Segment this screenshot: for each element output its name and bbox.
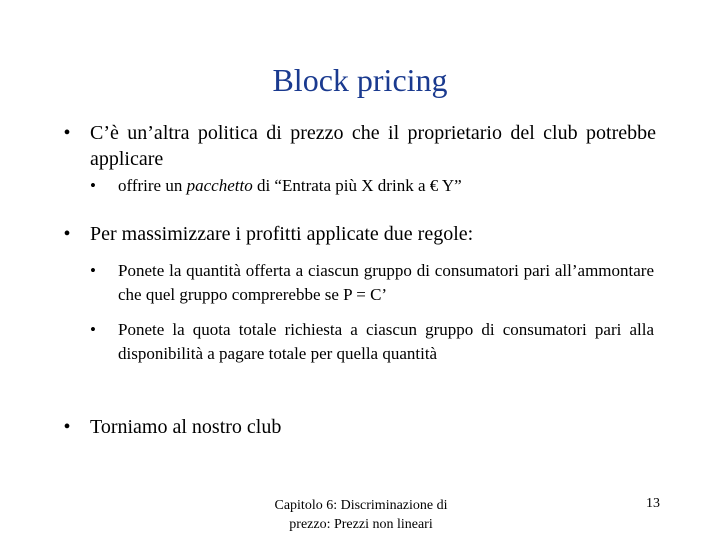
bullet-item-2 bbox=[58, 221, 656, 247]
bullet-dot: • bbox=[63, 122, 71, 144]
sub-bullet-text: Ponete la quota totale richiesta a ciascun gruppo di consumatori pari alla disponibilità a pagare totale per quella quantità bbox=[118, 320, 654, 363]
footer-chapter bbox=[256, 496, 466, 534]
page-number: 13 bbox=[646, 496, 660, 511]
bullet-dot: • bbox=[90, 261, 96, 280]
footer-chapter-line-1: Capitolo 6: Discriminazione di bbox=[274, 498, 448, 513]
bullet-dot: • bbox=[90, 320, 96, 339]
bullet-item-1 bbox=[58, 120, 656, 172]
sub-bullet-text bbox=[118, 174, 654, 198]
bullet-text: Torniamo al nostro club bbox=[90, 416, 282, 438]
bullet-text: Per massimizzare i profitti applicate due regole: bbox=[90, 223, 474, 245]
bullet-dot: • bbox=[90, 176, 96, 195]
footer-chapter-line-2: prezzo: Prezzi non lineari bbox=[289, 517, 433, 532]
bullet-item-3 bbox=[58, 414, 656, 440]
bullet-dot: • bbox=[63, 223, 71, 245]
sub-bullet-item-2-2 bbox=[86, 318, 654, 366]
bullet-text: C’è un’altra politica di prezzo che il proprietario del club potrebbe applicare bbox=[90, 122, 656, 170]
sub-bullet-item-1-1 bbox=[86, 174, 654, 198]
sub-bullet-suffix: di “Entrata più X drink a € Y” bbox=[252, 176, 462, 195]
sub-bullet-text: Ponete la quantità offerta a ciascun gruppo di consumatori pari all’ammontare che quel gruppo comprerebbe se P = C’ bbox=[118, 261, 654, 304]
bullet-dot: • bbox=[63, 416, 71, 438]
sub-bullet-emphasis: pacchetto bbox=[186, 176, 253, 195]
sub-bullet-item-2-1 bbox=[86, 259, 654, 307]
sub-bullet-prefix: offrire un bbox=[118, 176, 187, 195]
slide-title: Block pricing bbox=[272, 62, 448, 98]
